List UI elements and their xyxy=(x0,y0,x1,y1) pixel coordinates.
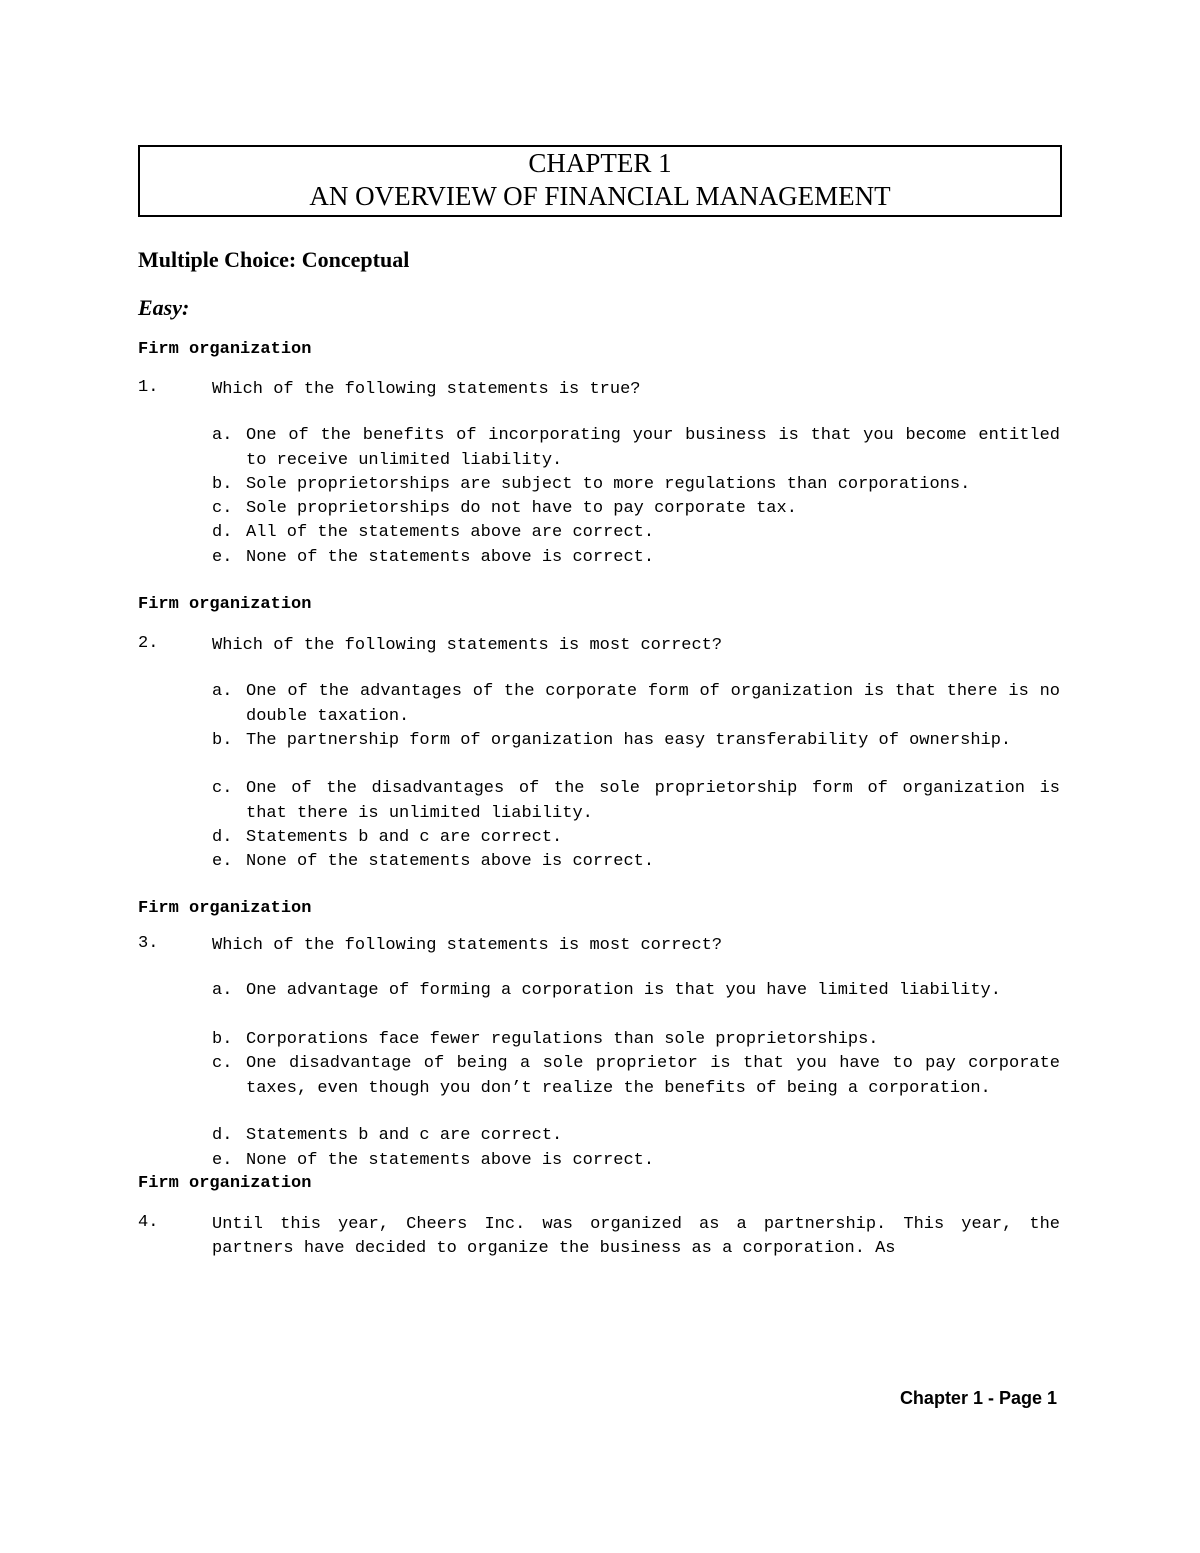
difficulty-heading: Easy: xyxy=(138,295,190,320)
option-text: One of the benefits of incorporating your business is that you become entitled to receive unlimited liability. xyxy=(246,426,1060,470)
option-text: The partnership form of organization has easy transferability of ownership. xyxy=(246,731,1012,750)
option-letter: c. xyxy=(212,499,233,518)
question-3-option-b xyxy=(212,1028,1060,1053)
section-heading: Multiple Choice: Conceptual xyxy=(138,247,410,272)
option-letter: c. xyxy=(212,1054,233,1073)
question-1-option-e xyxy=(212,546,1060,571)
chapter-title: AN OVERVIEW OF FINANCIAL MANAGEMENT xyxy=(309,181,891,211)
option-text: One advantage of forming a corporation is that you have limited liability. xyxy=(246,981,1001,1000)
question-2-option-b xyxy=(212,729,1060,754)
question-4-topic: Firm organization xyxy=(138,1174,312,1193)
option-text: None of the statements above is correct. xyxy=(246,548,655,567)
option-letter: b. xyxy=(212,475,233,494)
option-letter: a. xyxy=(212,426,233,445)
question-1-number: 1. xyxy=(138,378,159,397)
option-text: Statements b and c are correct. xyxy=(246,1126,563,1145)
question-2-option-c xyxy=(212,777,1060,826)
question-1-option-b xyxy=(212,473,1060,498)
option-letter: b. xyxy=(212,1030,233,1049)
question-4-text: Until this year, Cheers Inc. was organized as a partnership. This year, the partners have decided to organize the business as a corporation. As xyxy=(212,1215,1060,1258)
option-letter: b. xyxy=(212,731,233,750)
chapter-title-box xyxy=(138,145,1062,217)
option-letter: e. xyxy=(212,852,233,871)
page-footer: Chapter 1 - Page 1 xyxy=(899,1388,1057,1408)
question-2-topic: Firm organization xyxy=(138,595,312,614)
option-text: None of the statements above is correct. xyxy=(246,852,655,871)
option-letter: d. xyxy=(212,828,233,847)
option-text: Sole proprietorships do not have to pay corporate tax. xyxy=(246,499,797,518)
question-3-topic: Firm organization xyxy=(138,899,312,918)
chapter-number: CHAPTER 1 xyxy=(528,148,672,178)
option-letter: a. xyxy=(212,682,233,701)
option-text: One disadvantage of being a sole proprietor is that you have to pay corporate taxes, even though you don’t realize the benefits of being a corporation. xyxy=(246,1054,1060,1098)
option-text: All of the statements above are correct. xyxy=(246,523,655,542)
question-3-option-d xyxy=(212,1124,1060,1149)
option-letter: a. xyxy=(212,981,233,1000)
option-letter: d. xyxy=(212,523,233,542)
question-3-number: 3. xyxy=(138,934,159,953)
question-3-option-a xyxy=(212,979,1060,1004)
option-text: None of the statements above is correct. xyxy=(246,1151,655,1170)
question-2-number: 2. xyxy=(138,634,159,653)
option-text: Sole proprietorships are subject to more regulations than corporations. xyxy=(246,475,971,494)
question-1-option-d xyxy=(212,521,1060,546)
question-2-text: Which of the following statements is most correct? xyxy=(212,636,723,655)
option-text: One of the advantages of the corporate form of organization is that there is no double taxation. xyxy=(246,682,1060,726)
question-2-option-a xyxy=(212,680,1060,729)
option-letter: e. xyxy=(212,1151,233,1170)
question-3-text: Which of the following statements is most correct? xyxy=(212,936,723,955)
question-2-option-e xyxy=(212,850,1060,875)
question-1-option-c xyxy=(212,497,1060,522)
question-2-option-d xyxy=(212,826,1060,851)
option-text: Corporations face fewer regulations than sole proprietorships. xyxy=(246,1030,879,1049)
option-letter: c. xyxy=(212,779,233,798)
question-1-option-a xyxy=(212,424,1060,473)
option-letter: d. xyxy=(212,1126,233,1145)
question-4-number: 4. xyxy=(138,1213,159,1232)
option-text: Statements b and c are correct. xyxy=(246,828,563,847)
question-3-option-e xyxy=(212,1149,1060,1174)
question-3-option-c xyxy=(212,1052,1060,1101)
option-text: One of the disadvantages of the sole proprietorship form of organization is that there is unlimited liability. xyxy=(246,779,1060,823)
question-1-text: Which of the following statements is true? xyxy=(212,380,641,399)
question-1-topic: Firm organization xyxy=(138,340,312,359)
option-letter: e. xyxy=(212,548,233,567)
